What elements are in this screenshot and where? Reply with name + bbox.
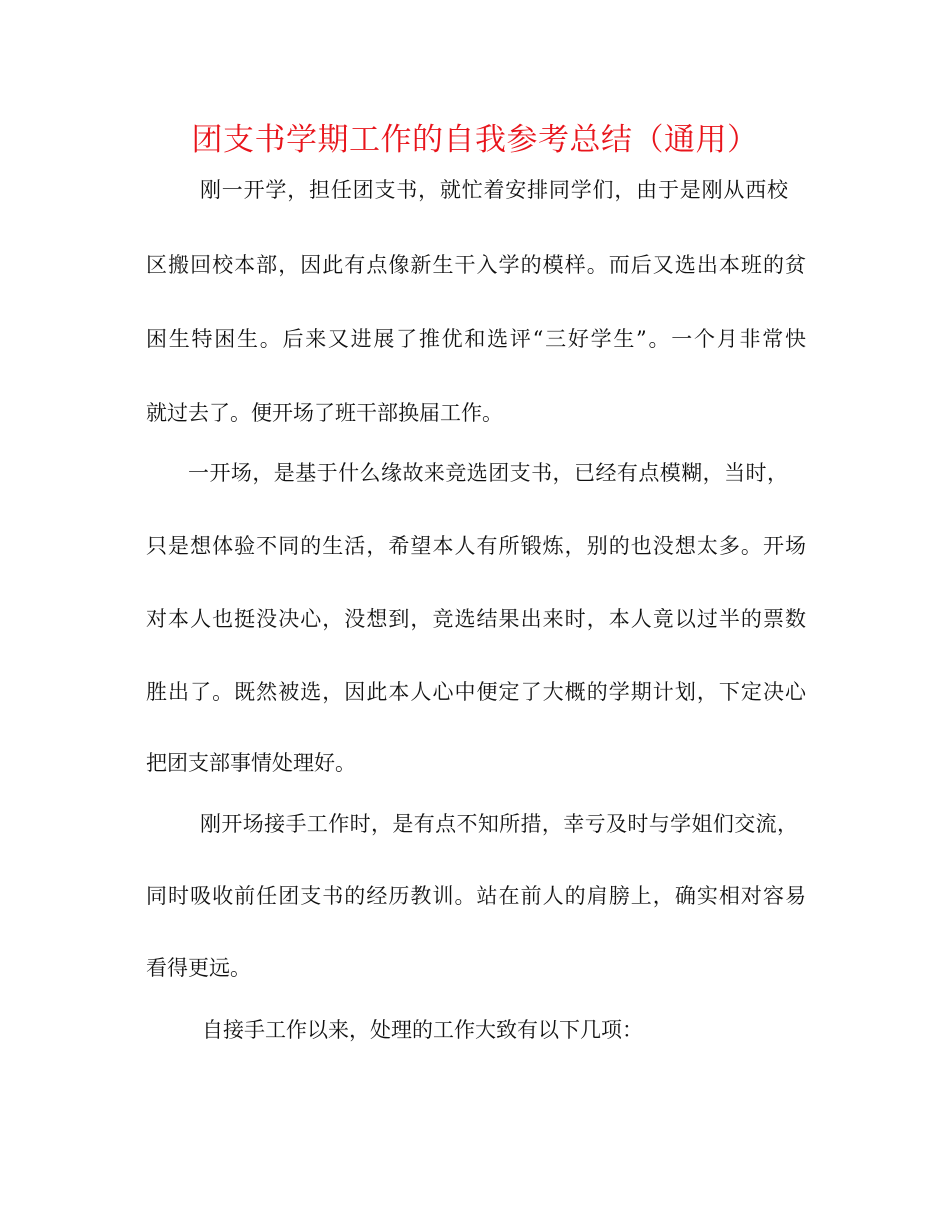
paragraph-3-line-3: 看得更远。 [146, 956, 251, 980]
paragraph-2-line-5: 把团支部事情处理好。 [146, 751, 356, 775]
paragraph-1-line-3: 困生特困生。后来又进展了推优和选评“三好学生”。一个月非常快 [146, 327, 806, 351]
paragraph-1-line-2: 区搬回校本部，因此有点像新生干入学的模样。而后又选出本班的贫 [146, 253, 806, 277]
paragraph-2-line-3: 对本人也挺没决心，没想到，竞选结果出来时，本人竟以过半的票数 [146, 607, 806, 631]
paragraph-3-line-1: 刚开场接手工作时，是有点不知所措，幸亏及时与学姐们交流， [200, 812, 798, 836]
paragraph-2-line-1: 一开场，是基于什么缘故来竞选团支书，已经有点模糊，当时， [188, 461, 788, 485]
paragraph-1-line-4: 就过去了。便开场了班干部换届工作。 [146, 401, 503, 425]
paragraph-2-line-2: 只是想体验不同的生活，希望本人有所锻炼，别的也没想太多。开场 [146, 534, 806, 558]
paragraph-3-line-2: 同时吸收前任团支书的经历教训。站在前人的肩膀上，确实相对容易 [146, 884, 806, 908]
paragraph-4-line-1: 自接手工作以来，处理的工作大致有以下几项： [202, 1018, 643, 1042]
paragraph-1-line-1: 刚一开学，担任团支书，就忙着安排同学们，由于是刚从西校 [200, 178, 788, 202]
document-title: 团支书学期工作的自我参考总结（通用） [191, 122, 759, 158]
paragraph-2-line-4: 胜出了。既然被选，因此本人心中便定了大概的学期计划，下定决心 [146, 680, 806, 704]
